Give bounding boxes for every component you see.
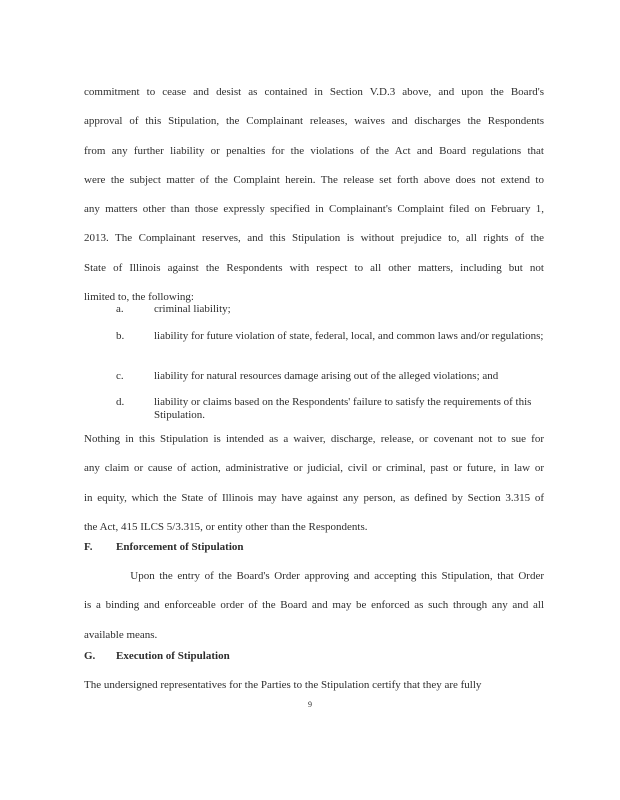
text-line: the Act, 415 ILCS 5/3.315, or entity other than the Respondents. [84, 520, 368, 533]
text-line: State of Illinois against the Respondents with respect to all other matters, including but not [84, 261, 544, 274]
list-marker: b. [116, 330, 125, 342]
text-line: available means. [84, 628, 158, 641]
section-heading-f [84, 541, 244, 553]
section-title: Execution of Stipulation [116, 650, 230, 662]
section-letter: F. [84, 541, 93, 553]
section-title: Enforcement of Stipulation [116, 541, 244, 553]
list-marker: c. [116, 370, 124, 382]
text-line: from any further liability or penalties for the violations of the Act and Board regulations that [84, 144, 544, 157]
text-line: Nothing in this Stipulation is intended as a waiver, discharge, release, or covenant not to sue for [84, 433, 544, 445]
enforcement-paragraph [84, 562, 544, 650]
text-line: The undersigned representatives for the Parties to the Stipulation certify that they are fully [84, 679, 482, 691]
text-line: commitment to cease and desist as contained in Section V.D.3 above, and upon the Board's [84, 86, 544, 98]
list-item-text: liability or claims based on the Respondents' failure to satisfy the requirements of this Stipulation. [154, 396, 532, 421]
text-line: were the subject matter of the Complaint herein. The release set forth above does not extend to [84, 173, 544, 186]
text-line: in equity, which the State of Illinois may have against any person, as defined by Section 3.315 of [84, 491, 544, 504]
text-line: approval of this Stipulation, the Complainant releases, waives and discharges the Respondents [84, 115, 544, 128]
text-line: limited to, the following: [84, 291, 194, 304]
text-line: any matters other than those expressly specified in Complainant's Complaint filed on February 1, [84, 203, 544, 216]
list-item-text: liability for natural resources damage arising out of the alleged violations; and [154, 370, 499, 382]
section-heading-g [84, 650, 230, 662]
page-number: 9 [308, 700, 312, 709]
section-letter: G. [84, 650, 96, 662]
text-line: 2013. The Complainant reserves, and this Stipulation is without prejudice to, all rights of the [84, 232, 544, 245]
list-item-text: liability for future violation of state, federal, local, and common laws and/or regulations; [154, 330, 544, 342]
text-line: Upon the entry of the Board's Order approving and accepting this Stipulation, that Order [84, 570, 544, 582]
release-paragraph [84, 78, 544, 312]
text-line: any claim or cause of action, administrative or judicial, civil or criminal, past or future, in law or [84, 462, 544, 475]
text-line: is a binding and enforceable order of the Board and may be enforced as such through any and all [84, 599, 544, 612]
list-marker: a. [116, 303, 124, 315]
list-item-text: criminal liability; [154, 303, 231, 315]
execution-paragraph [84, 671, 544, 700]
list-marker: d. [116, 396, 125, 408]
non-waiver-paragraph [84, 425, 544, 542]
